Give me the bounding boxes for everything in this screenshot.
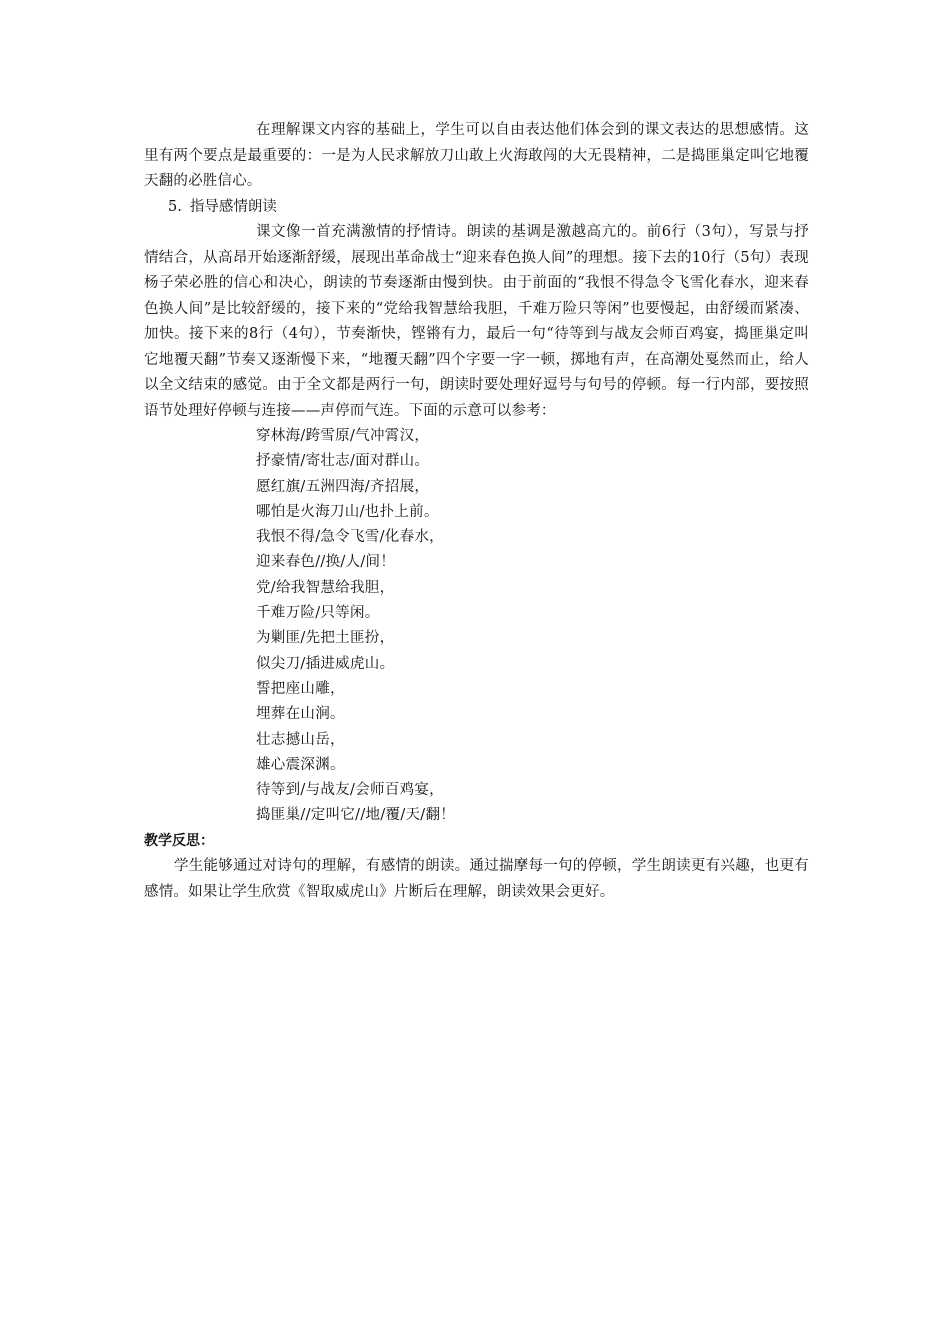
poem-line: 穿林海/跨雪原/气冲霄汉，: [256, 428, 430, 444]
poem-line: 迎来春色//换/人/间！: [256, 554, 396, 571]
poem-line: 埋葬在山涧。: [256, 706, 345, 723]
poem-line: 党/给我智慧给我胆，: [256, 579, 395, 596]
reflection-paragraph: 学生能够通过对诗句的理解，有感情的朗读。通过揣摩每一句的停顿，学生朗读更有兴趣，也更有感情。如果让学生欣赏《智取威虎山》片断后在理解，朗读效果会更好。: [144, 858, 809, 900]
section-5-title: 指导感情朗读: [189, 198, 277, 215]
reflection-heading: 教学反思：: [144, 832, 214, 849]
poem-line: 壮志撼山岳，: [256, 731, 345, 748]
section-5-number: 5.: [168, 198, 182, 215]
poem-line: 誓把座山雕，: [256, 680, 345, 697]
poem-pause-example: [144, 424, 809, 829]
poem-line: 捣匪巢//定叫它//地/覆/天/翻！: [256, 807, 456, 824]
poem-line: 千难万险/只等闲。: [256, 605, 380, 622]
document-page: [144, 118, 809, 905]
poem-line: 为剿匪/先把土匪扮，: [256, 630, 395, 647]
poem-line: 哪怕是火海刀山/也扑上前。: [256, 503, 439, 520]
intro-paragraph: 在理解课文内容的基础上，学生可以自由表达他们体会到的课文表达的思想感情。这里有两个要点是最重要的：一是为人民求解放刀山敢上火海敢闯的大无畏精神，二是捣匪巢定叫它地覆天翻的必胜信心。: [144, 122, 809, 189]
section-5-heading: [144, 195, 809, 221]
poem-line: 似尖刀/插进威虎山。: [256, 655, 395, 672]
poem-line: 待等到/与战友/会师百鸡宴，: [256, 782, 444, 799]
poem-line: 我恨不得/急令飞雪/化春水，: [256, 529, 444, 546]
poem-line: 愿红旗/五洲四海/齐招展，: [256, 478, 430, 495]
poem-line: 抒豪情/寄壮志/面对群山。: [256, 453, 430, 470]
reading-guidance-paragraph: 课文像一首充满激情的抒情诗。朗读的基调是激越高亢的。前6行（3句），写景与抒情结合，从高昂开始逐渐舒缓，展现出革命战士“迎来春色换人间”的理想。接下去的10行（5句）表现杨子荣必胜的信心和决心，朗读的节奏逐渐由慢到快。由于前面的“我恨不得急令飞雪化春水，迎来春色换人间”是比较舒缓的，接下来的“党给我智慧给我胆，千难万险只等闲”也要慢起，由舒缓而紧凑、加快。接下来的8行（4句），节奏渐快，铿锵有力，最后一句“待等到与战友会师百鸡宴，捣匪巢定叫它地覆天翻”节奏又逐渐慢下来，“地覆天翻”四个字要一字一顿，掷地有声，在高潮处戛然而止，给人以全文结束的感觉。由于全文都是两行一句，朗读时要处理好逗号与句号的停顿。每一行内部，要按照语节处理好停顿与连接——声停而气连。下面的示意可以参考：: [144, 224, 809, 419]
poem-line: 雄心震深渊。: [256, 756, 345, 773]
